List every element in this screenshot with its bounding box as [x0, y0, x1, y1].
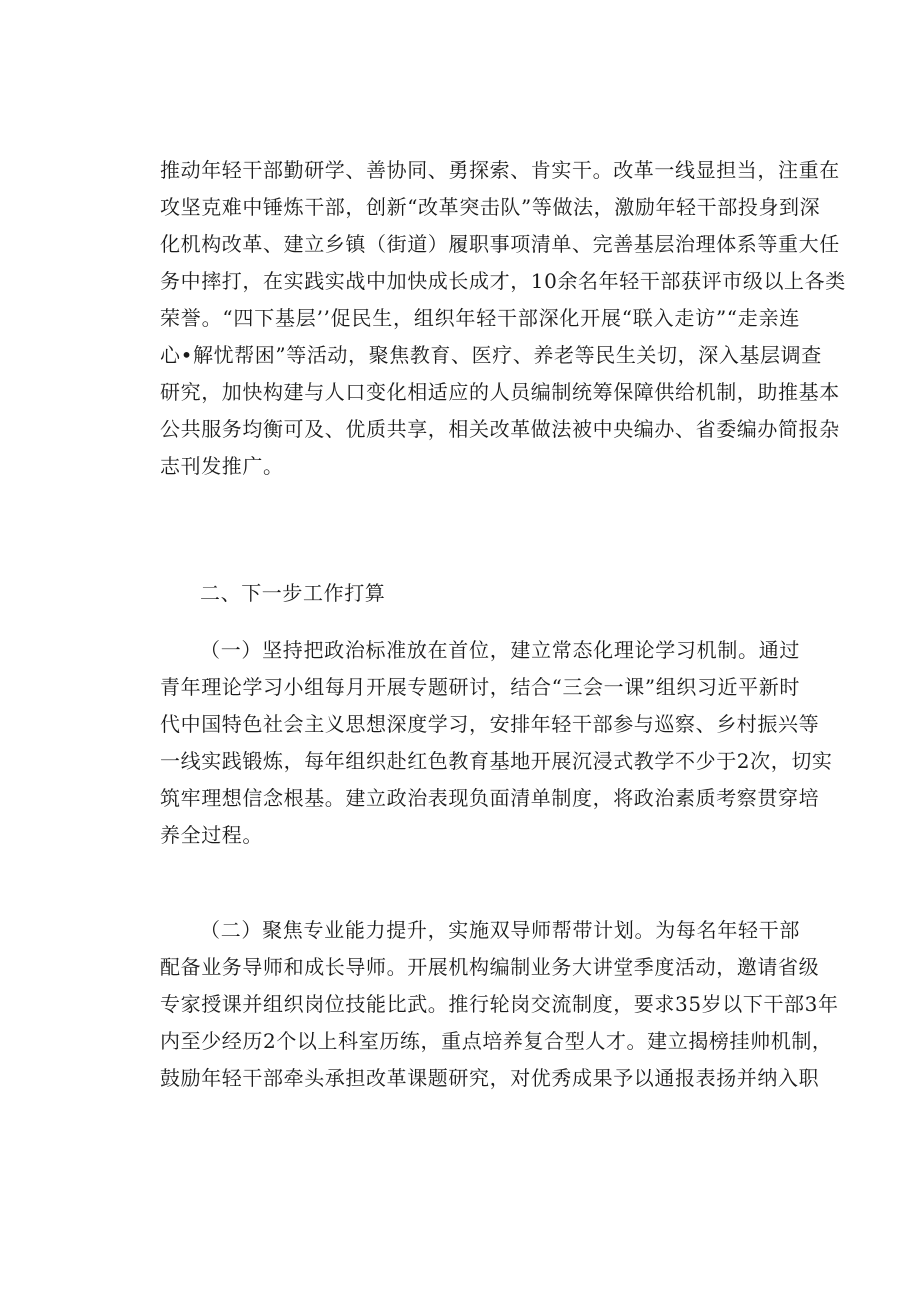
text-line: 公共服务均衡可及、优质共享，相关改革做法被中央编办、省委编办简报杂 [160, 417, 840, 441]
text-line: 推动年轻干部勤研学、善协同、勇探索、肯实干。改革一线显担当，注重在 [160, 158, 840, 182]
text-line: 务中摔打，在实践实战中加快成长成才，10余名年轻干部获评市级以上各类 [160, 269, 846, 293]
text-line: 心•解忧帮困”等活动，聚焦教育、医疗、养老等民生关切，深入基层调查 [160, 343, 822, 367]
text-line: 攻坚克难中锤炼干部，创新“改革突击队”等做法，激励年轻干部投身到深 [160, 195, 821, 219]
text-line: 筑牢理想信念根基。建立政治表现负面清单制度，将政治素质考察贯穿培 [160, 786, 820, 810]
text-line: 青年理论学习小组每月开展专题研讨，结合“三会一课”组织习近平新时 [160, 675, 800, 699]
text-line: 化机构改革、建立乡镇（街道）履职事项清单、完善基层治理体系等重大任 [160, 232, 840, 256]
text-line: （一）坚持把政治标准放在首位，建立常态化理论学习机制。通过 [200, 638, 800, 662]
paragraph-political-standard [160, 632, 833, 854]
text-line: 荣誉。“四下基层’’促民生，组织年轻干部深化开展“联入走访”“走亲连 [160, 306, 800, 330]
text-line: 一线实践锻炼，每年组织赴红色教育基地开展沉浸式教学不少于2次，切实 [160, 749, 833, 773]
text-line: （二）聚焦专业能力提升，实施双导师帮带计划。为每名年轻干部 [200, 918, 800, 942]
text-line: 专家授课并组织岗位技能比武。推行轮岗交流制度，要求35岁以下干部3年 [160, 992, 839, 1016]
text-line: 代中国特色社会主义思想深度学习，安排年轻干部参与巡察、乡村振兴等 [160, 712, 820, 736]
section-heading-text: 二、下一步工作打算 [200, 581, 386, 605]
text-line: 鼓励年轻干部牵头承担改革课题研究，对优秀成果予以通报表扬并纳入职 [160, 1066, 820, 1090]
text-line: 养全过程。 [160, 823, 263, 847]
text-line: 配备业务导师和成长导师。开展机构编制业务大讲堂季度活动，邀请省级 [160, 955, 820, 979]
text-line: 研究，加快构建与人口变化相适应的人员编制统筹保障供给机制，助推基本 [160, 380, 840, 404]
text-line: 内至少经历2个以上科室历练，重点培养复合型人才。建立揭榜挂帅机制， [160, 1029, 833, 1053]
section-heading [160, 575, 800, 612]
paragraph-professional-ability [160, 912, 839, 1097]
text-line: 志刊发推广。 [160, 454, 284, 478]
paragraph-achievements [160, 152, 846, 485]
